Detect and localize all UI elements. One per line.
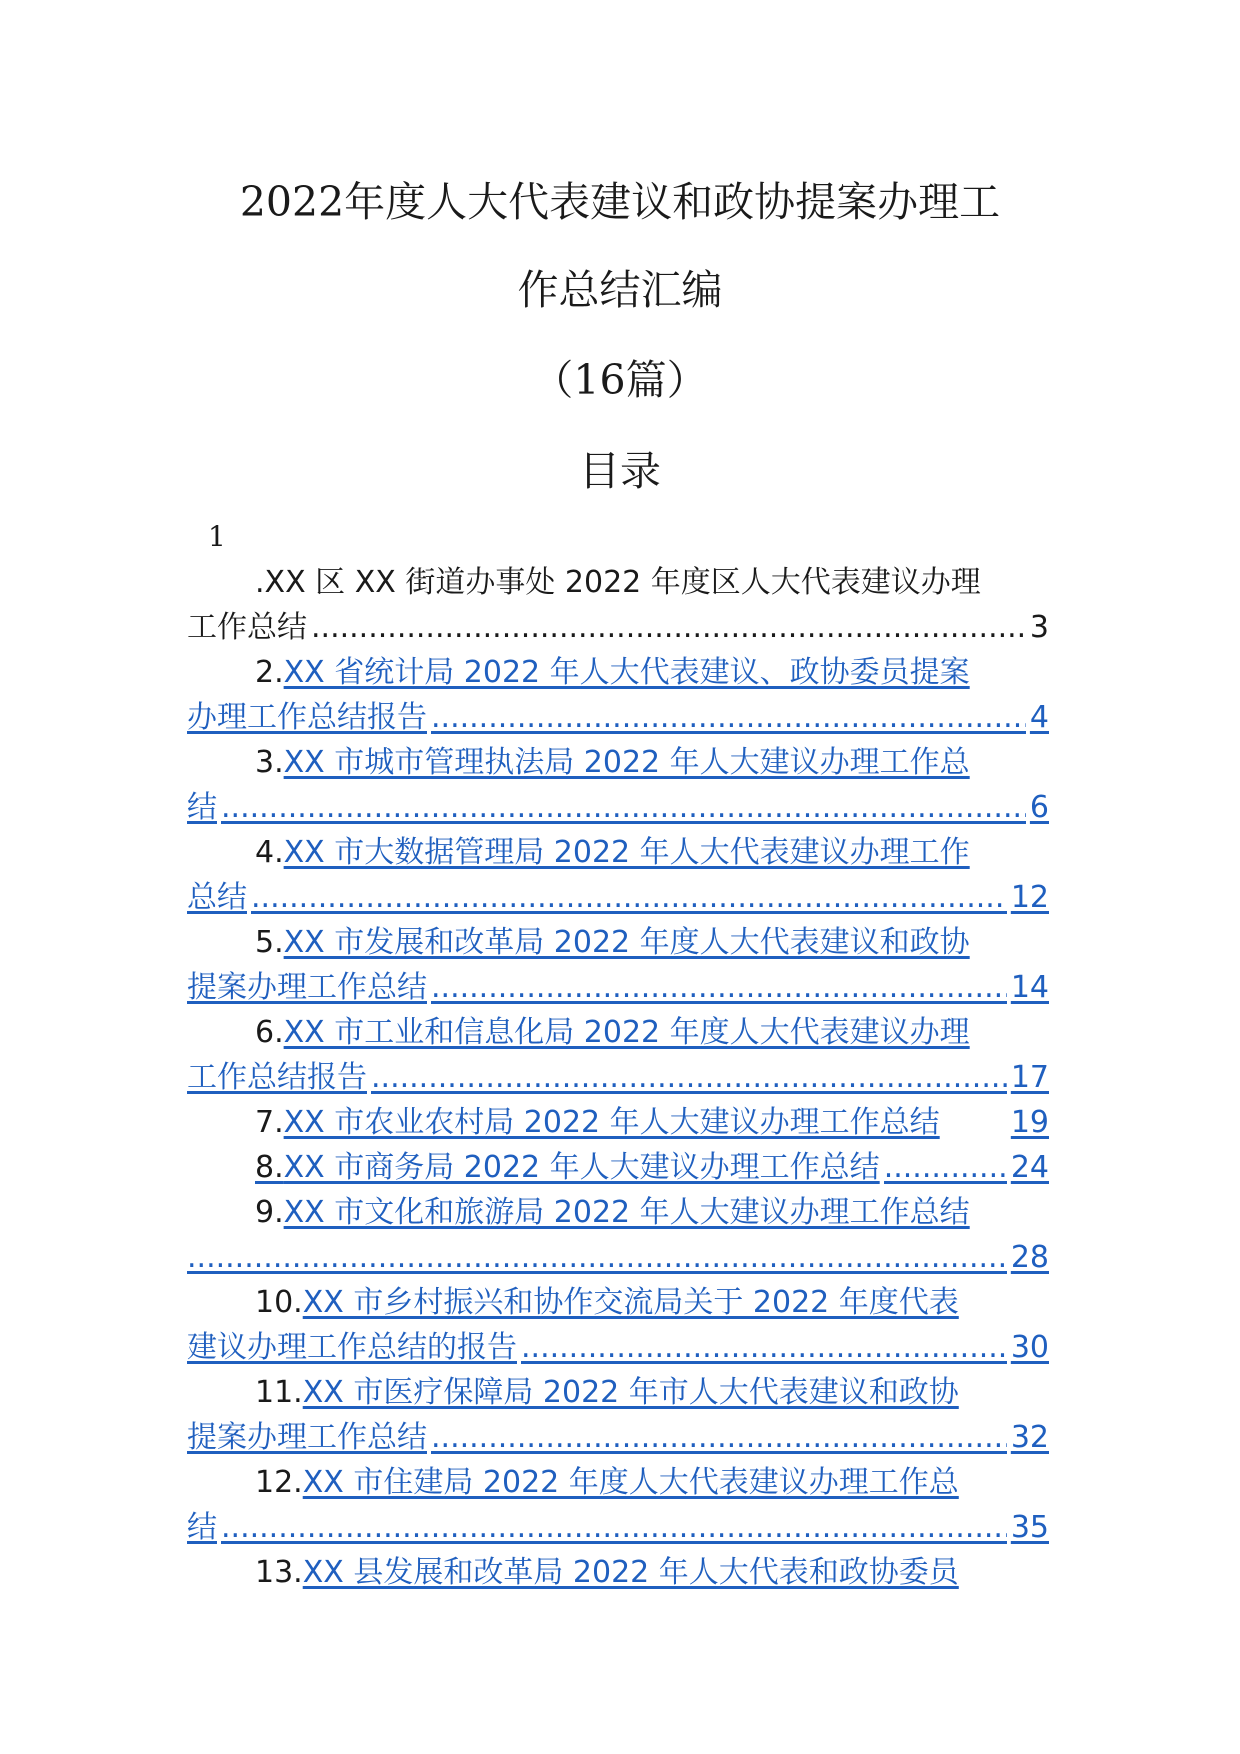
toc-heading: 目录 <box>579 447 661 495</box>
toc-leader-dots <box>431 965 1007 1010</box>
toc-entry-link[interactable]: XX 市乡村振兴和协作交流局关于 2022 年度代表 <box>302 1285 959 1320</box>
title-year: 2022 <box>239 178 345 226</box>
toc-entry-title-cont[interactable]: 结 <box>187 1510 217 1545</box>
toc-entry-12[interactable] <box>187 1460 1049 1550</box>
toc-leader-dots <box>521 1325 1007 1370</box>
toc-entry-link[interactable]: XX 市工业和信息化局 2022 年度人大代表建议办理 <box>283 1015 970 1050</box>
title-line-1-text: 年度人大代表建议和政协提案办理工 <box>344 178 1001 226</box>
toc-entry-9[interactable] <box>187 1190 1049 1280</box>
toc-leader-dots <box>371 1055 1007 1100</box>
toc-entry-page[interactable]: 28 <box>1010 1240 1049 1275</box>
toc-entry-page: 3 <box>1029 610 1049 645</box>
count-close: 篇） <box>625 356 708 404</box>
document-title-line-2: 作总结汇编 <box>517 266 723 314</box>
document-title-line-1 <box>150 177 1090 227</box>
toc-entry-11[interactable] <box>187 1370 1049 1460</box>
toc-entry-link[interactable]: XX 市农业农村局 2022 年人大建议办理工作总结 <box>283 1105 940 1140</box>
toc-entry-link[interactable]: XX 县发展和改革局 2022 年人大代表和政协委员 <box>302 1555 959 1590</box>
toc-entry-page[interactable]: 14 <box>1010 970 1049 1005</box>
toc-leader-dots <box>187 1235 1007 1280</box>
toc-entry-title-cont[interactable]: 建议办理工作总结的报告 <box>187 1330 517 1365</box>
toc-entry-1[interactable] <box>187 560 1049 650</box>
toc-entry-title-cont[interactable]: 总结 <box>187 880 247 915</box>
toc-entry-number: 6. <box>255 1015 284 1050</box>
toc-entry-title-cont[interactable]: 工作总结报告 <box>187 1060 367 1095</box>
toc-entry-page[interactable]: 32 <box>1010 1420 1049 1455</box>
toc-entry-4[interactable] <box>187 830 1049 920</box>
toc-entry-number: 8. <box>255 1150 284 1185</box>
toc-leader-dots <box>884 1145 1007 1190</box>
toc-entry-number: 5. <box>255 925 284 960</box>
toc-entry-link[interactable]: XX 市城市管理执法局 2022 年人大建议办理工作总 <box>283 745 970 780</box>
toc-entry-page[interactable]: 4 <box>1029 700 1049 735</box>
toc-entry-page[interactable]: 12 <box>1010 880 1049 915</box>
toc-entry-number: 3. <box>255 745 284 780</box>
toc-leader-dots <box>431 1415 1007 1460</box>
toc-entry-page[interactable]: 30 <box>1010 1330 1049 1365</box>
toc-entry-title-cont[interactable]: 提案办理工作总结 <box>187 1420 427 1455</box>
toc-entry-3[interactable] <box>187 740 1049 830</box>
toc-entry-13[interactable] <box>187 1550 1049 1595</box>
toc-entry-number: . <box>255 565 265 600</box>
toc-entry-title: XX 区 XX 街道办事处 2022 年度区人大代表建议办理 <box>264 565 981 600</box>
toc-entry-link[interactable]: XX 市医疗保障局 2022 年市人大代表建议和政协 <box>302 1375 959 1410</box>
toc-entry-page[interactable]: 24 <box>1010 1150 1049 1185</box>
toc-entry-title-cont[interactable]: 办理工作总结报告 <box>187 700 427 735</box>
toc-entry-title-cont: 工作总结 <box>187 610 307 645</box>
toc-leader-dots <box>221 1505 1007 1550</box>
toc-entry-number: 9. <box>255 1195 284 1230</box>
toc-entry-title-cont[interactable]: 提案办理工作总结 <box>187 970 427 1005</box>
toc-leader-dots <box>311 605 1026 650</box>
toc-entry-number: 11. <box>255 1375 303 1410</box>
toc-entry-link[interactable]: XX 市大数据管理局 2022 年人大代表建议办理工作 <box>283 835 970 870</box>
toc-entry-number: 2. <box>255 655 284 690</box>
toc-page-number: 1 <box>208 520 226 553</box>
toc-entry-number: 4. <box>255 835 284 870</box>
toc-entry-7[interactable] <box>187 1100 1049 1145</box>
toc-entry-link[interactable]: XX 市商务局 2022 年人大建议办理工作总结 <box>283 1150 880 1185</box>
toc-entry-title-cont[interactable]: 结 <box>187 790 217 825</box>
toc-leader-dots <box>221 785 1026 830</box>
count-open-paren: （ <box>532 356 574 404</box>
toc-leader-dots <box>251 875 1007 920</box>
toc-entry-link[interactable]: XX 市文化和旅游局 2022 年人大建议办理工作总结 <box>283 1195 970 1230</box>
toc-entry-link[interactable]: XX 市住建局 2022 年度人大代表建议办理工作总 <box>302 1465 959 1500</box>
table-of-contents <box>187 560 1049 1595</box>
toc-entry-link[interactable]: XX 省统计局 2022 年人大代表建议、政协委员提案 <box>283 655 970 690</box>
toc-entry-number: 7. <box>255 1105 284 1140</box>
toc-entry-number: 10. <box>255 1285 303 1320</box>
toc-entry-5[interactable] <box>187 920 1049 1010</box>
toc-entry-2[interactable] <box>187 650 1049 740</box>
toc-entry-page[interactable]: 6 <box>1029 790 1049 825</box>
toc-entry-page[interactable]: 17 <box>1010 1060 1049 1095</box>
count-number: 16 <box>573 356 626 404</box>
toc-entry-number: 13. <box>255 1555 303 1590</box>
toc-entry-page[interactable]: 35 <box>1010 1510 1049 1545</box>
toc-leader-dots <box>431 695 1026 740</box>
toc-entry-6[interactable] <box>187 1010 1049 1100</box>
document-count <box>150 355 1090 405</box>
toc-entry-8[interactable] <box>187 1145 1049 1190</box>
toc-entry-number: 12. <box>255 1465 303 1500</box>
toc-entry-page[interactable]: 19 <box>1010 1105 1049 1140</box>
toc-entry-link[interactable]: XX 市发展和改革局 2022 年度人大代表建议和政协 <box>283 925 970 960</box>
toc-entry-10[interactable] <box>187 1280 1049 1370</box>
